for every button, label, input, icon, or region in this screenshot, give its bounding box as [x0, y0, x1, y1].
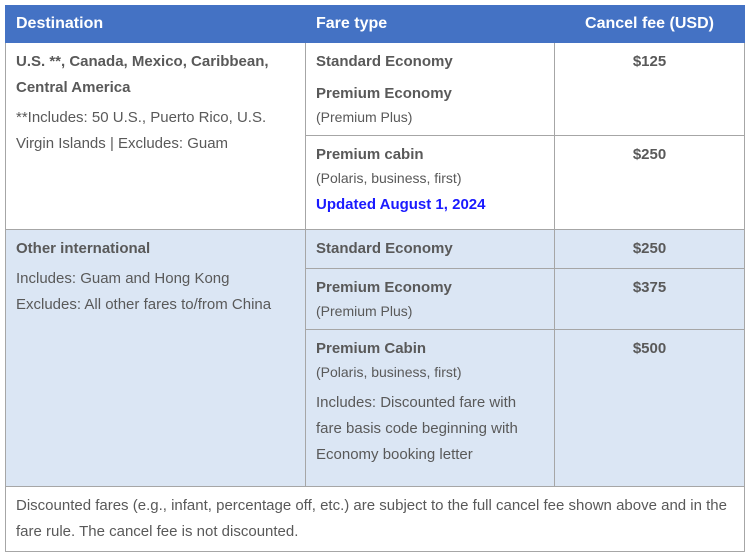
- fare-type-cell: [306, 269, 555, 330]
- fare-type: Premium Economy: [316, 85, 452, 102]
- header-row: [6, 6, 745, 43]
- header-destination: Destination: [6, 6, 306, 43]
- destination-title: U.S. **, Canada, Mexico, Caribbean, Central America: [16, 53, 269, 96]
- cancel-fee: $125: [555, 43, 745, 136]
- cancel-fee: $250: [555, 230, 745, 269]
- fare-type-cell: [306, 230, 555, 269]
- fare-subtitle: (Polaris, business, first): [316, 170, 462, 186]
- destination-title: Other international: [16, 240, 151, 257]
- destination-note: Includes: Guam and Hong Kong: [16, 270, 230, 287]
- cancel-fee: $375: [555, 269, 745, 330]
- table-row: [6, 230, 745, 269]
- fare-note: Includes: Discounted fare with fare basis code beginning with Economy booking letter: [316, 394, 518, 463]
- fare-subtitle: (Premium Plus): [316, 109, 413, 125]
- table-row: [6, 43, 745, 136]
- destination-us: [6, 43, 306, 230]
- footer-row: [6, 487, 745, 552]
- header-cancel-fee: Cancel fee (USD): [555, 6, 745, 43]
- fare-type-cell: [306, 43, 555, 136]
- fare-type: Premium cabin: [316, 146, 424, 163]
- updated-notice: Updated August 1, 2024: [316, 196, 486, 213]
- destination-note: **Includes: 50 U.S., Puerto Rico, U.S. Virgin Islands | Excludes: Guam: [16, 109, 267, 152]
- destination-note: Excludes: All other fares to/from China: [16, 296, 272, 313]
- fare-type: Standard Economy: [316, 53, 453, 70]
- footer-note: Discounted fares (e.g., infant, percentage off, etc.) are subject to the full cancel fee shown above and in the fare rule. The cancel fee is not discounted.: [6, 487, 745, 552]
- fare-type-cell: [306, 136, 555, 230]
- cancel-fee: $250: [555, 136, 745, 230]
- fare-type-cell: [306, 330, 555, 487]
- fare-type: Premium Economy: [316, 279, 452, 296]
- cancel-fee: $500: [555, 330, 745, 487]
- fare-type: Standard Economy: [316, 240, 453, 257]
- destination-intl: [6, 230, 306, 487]
- header-fare-type: Fare type: [306, 6, 555, 43]
- fare-subtitle: (Premium Plus): [316, 303, 413, 319]
- cancel-fee-table: [5, 5, 745, 552]
- fare-subtitle: (Polaris, business, first): [316, 364, 462, 380]
- fare-type: Premium Cabin: [316, 340, 427, 357]
